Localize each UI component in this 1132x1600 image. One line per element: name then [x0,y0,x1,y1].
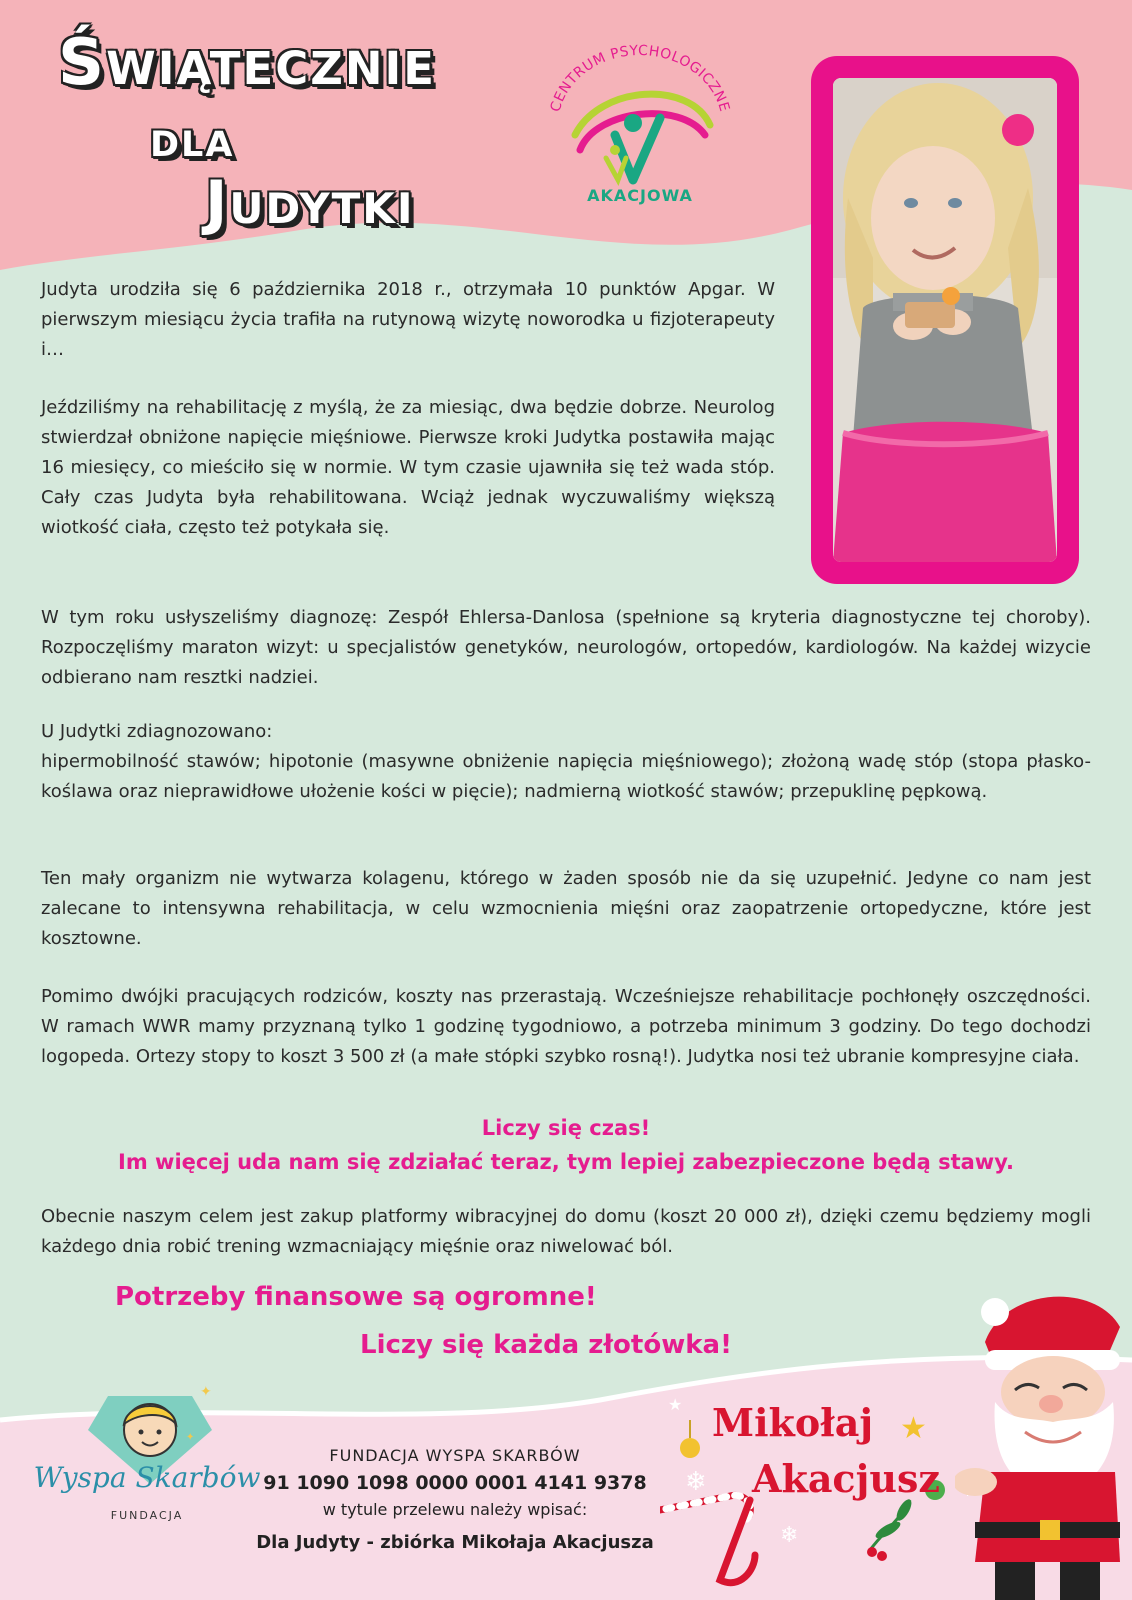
title-line-1: Świątecznie [58,26,437,100]
sparkle-icon: ✦ [186,1432,195,1443]
campaign-name-line-1: Mikołaj [712,1400,874,1445]
title-line-3: Judytki [205,168,415,238]
logo-name: AKACJOWA [587,186,693,205]
svg-text:CENTRUM PSYCHOLOGICZNE [548,43,733,114]
paragraph-7: Obecnie naszym celem jest zakup platformy wibracyjnej do domu (koszt 20 000 zł), dzięki czemu będziemy mogli każdego dnia robić trening wzmacniający mięśnie oraz niwelować ból. [41,1206,1091,1257]
logo-arc-text: CENTRUM PSYCHOLOGICZNE [547,42,733,114]
star-icon: ★ [900,1411,927,1446]
santa-illustration [955,1282,1132,1600]
need-line-2: Liczy się każda złotówka! [360,1330,732,1360]
snowflake-icon: ❄ [685,1467,707,1497]
paragraph-3: W tym roku usłyszeliśmy diagnozę: Zespół Ehlersa-Danlosa (spełnione są kryteria diagnostyczne tej choroby). Rozpoczęliśmy maraton wizyt: u specjalistów genetyków, neurologów, ortopedów, kardiologów. Na każdej wizycie odbierano nam resztki nadziei. [41,607,1091,688]
title-line-2: dla [150,110,235,168]
sparkle-icon: ✦ [200,1384,212,1400]
paragraph-2: Jeździliśmy na rehabilitację z myślą, że za miesiąc, dwa będzie dobrze. Neurolog stwierdzał obniżone napięcie mięśniowe. Pierwsze kroki Judytka postawiła mając 16 miesięcy, co mieściło się w normie. W tym czasie ujawniła się też wada stóp. Cały czas Judyta była rehabilitowana. Wciąż jednak wyczuwaliśmy większą wiotkość ciała, często też potykała się. [41,397,775,538]
snowflake-icon: ❄ [780,1523,799,1548]
paragraph-1: Judyta urodziła się 6 października 2018 r., otrzymała 10 punktów Apgar. W pierwszym miesiącu życia trafiła na rutynową wizytę noworodka u fizjoterapeuty i… [41,279,775,360]
child-photo [833,78,1057,562]
paragraph-5: Ten mały organizm nie wytwarza kolagenu, którego w żaden sposób nie da się uzupełnić. Jedyne co nam jest zalecane to intensywna rehabilitacja, w celu wzmocnienia mięśni oraz zaopatrzenie ortopedyczne, które jest kosztowne. [41,868,1091,949]
holly-icon [867,1497,914,1561]
highlight-joints: Im więcej uda nam się zdziałać teraz, tym lepiej zabezpieczone będą stawy. [118,1150,1014,1174]
highlight-time: Liczy się czas! [481,1116,651,1140]
bank-account-number: 91 1090 1098 0000 0001 4141 9378 [263,1472,647,1494]
paragraph-6: Pomimo dwójki pracujących rodziców, koszty nas przerastają. Wcześniejsze rehabilitacje pochłonęły oszczędności. W ramach WWR mamy przyznaną tylko 1 godzinę tygodniowo, a potrzeba minimum 3 godziny. Do tego dochodzi logopeda. Ortezy stopy to koszt 3 500 zł (a małe stópki szybko rosną!). Judytka nosi też ubranie kompresyjne ciała. [41,986,1091,1067]
diagnosis-intro: U Judytki zdiagnozowano: [41,721,273,742]
foundation-name: FUNDACJA WYSPA SKARBÓW [329,1446,581,1465]
transfer-note: w tytule przelewu należy wpisać: [322,1500,588,1519]
star-icon: ★ [668,1395,683,1414]
transfer-title: Dla Judyty - zbiórka Mikołaja Akacjusza [256,1532,654,1553]
foundation-logo-name: Wyspa Skarbów [33,1461,261,1494]
diagnosis-list: hipermobilność stawów; hipotonie (masywne obniżenie napięcia mięśniowego); złożoną wadę stóp (stopa płasko-koślawa oraz nieprawidłowe ułożenie kości w pięcie); nadmierną wiotkość stawów; przepuklinę pępkową. [41,751,1091,802]
foundation-logo-sub: FUNDACJA [110,1509,184,1522]
campaign-name-line-2: Akacjusz [752,1456,940,1501]
need-line-1: Potrzeby finansowe są ogromne! [115,1282,597,1312]
